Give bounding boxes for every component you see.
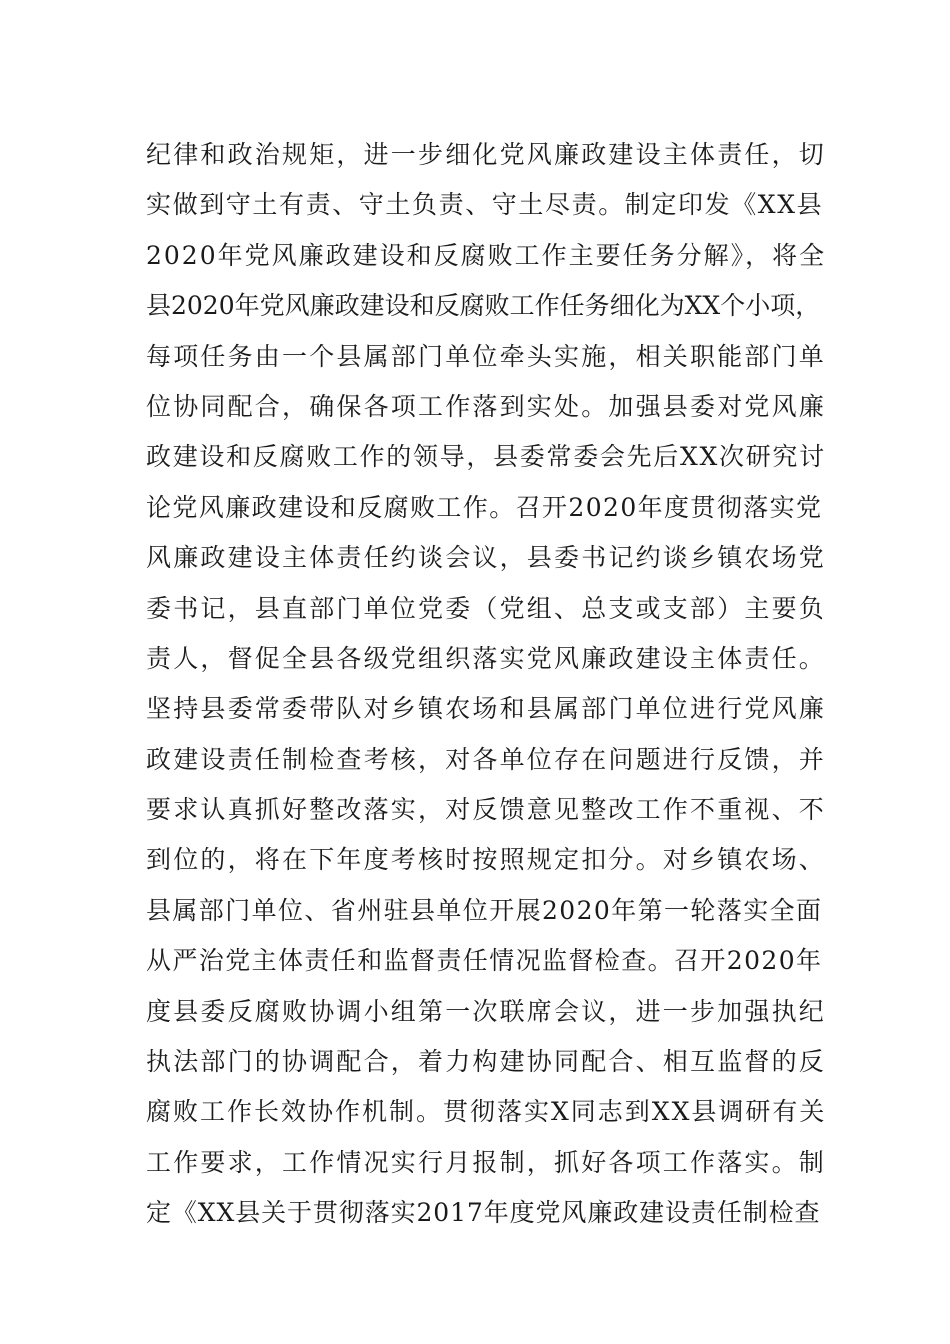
text-line: 2020年党风廉政建设和反腐败工作主要任务分解》，将全	[146, 240, 827, 270]
text-line: 到位的，将在下年度考核时按照规定扣分。对乡镇农场、	[146, 845, 827, 875]
text-line: 腐败工作长效协作机制。贯彻落实X同志到XX县调研有关	[146, 1097, 827, 1127]
text-line: 责人，督促全县各级党组织落实党风廉政建设主体责任。	[146, 643, 827, 673]
text-line: 政建设和反腐败工作的领导，县委常委会先后XX次研究讨	[146, 442, 826, 472]
text-line: 执法部门的协调配合，着力构建协同配合、相互监督的反	[146, 1047, 827, 1077]
text-line: 委书记，县直部门单位党委（党组、总支或支部）主要负	[146, 593, 827, 623]
text-line: 度县委反腐败协调小组第一次联席会议，进一步加强执纪	[146, 996, 827, 1026]
text-line: 定《XX县关于贯彻落实2017年度党风廉政建设责任制检查	[146, 1198, 821, 1228]
text-line: 风廉政建设主体责任约谈会议，县委书记约谈乡镇农场党	[146, 543, 827, 573]
text-line: 工作要求，工作情况实行月报制，抓好各项工作落实。制	[146, 1147, 827, 1177]
text-line: 政建设责任制检查考核，对各单位存在问题进行反馈，并	[146, 744, 827, 774]
text-line: 实做到守土有责、守土负责、守土尽责。制定印发《XX县	[146, 190, 824, 220]
text-line: 纪律和政治规矩，进一步细化党风廉政建设主体责任，切	[146, 140, 827, 169]
text-line: 要求认真抓好整改落实，对反馈意见整改工作不重视、不	[146, 795, 827, 825]
text-line: 每项任务由一个县属部门单位牵头实施，相关职能部门单	[146, 341, 827, 371]
text-line: 位协同配合，确保各项工作落到实处。加强县委对党风廉	[146, 391, 827, 421]
text-line: 县2020年党风廉政建设和反腐败工作任务细化为XX个小项，	[146, 291, 821, 321]
body-text	[146, 130, 826, 1239]
text-line: 县属部门单位、省州驻县单位开展2020年第一轮落实全面	[146, 895, 823, 925]
text-line: 论党风廉政建设和反腐败工作。召开2020年度贯彻落实党	[146, 492, 823, 522]
text-line: 从严治党主体责任和监督责任情况监督检查。召开2020年	[146, 946, 823, 976]
text-line: 坚持县委常委带队对乡镇农场和县属部门单位进行党风廉	[146, 694, 827, 724]
